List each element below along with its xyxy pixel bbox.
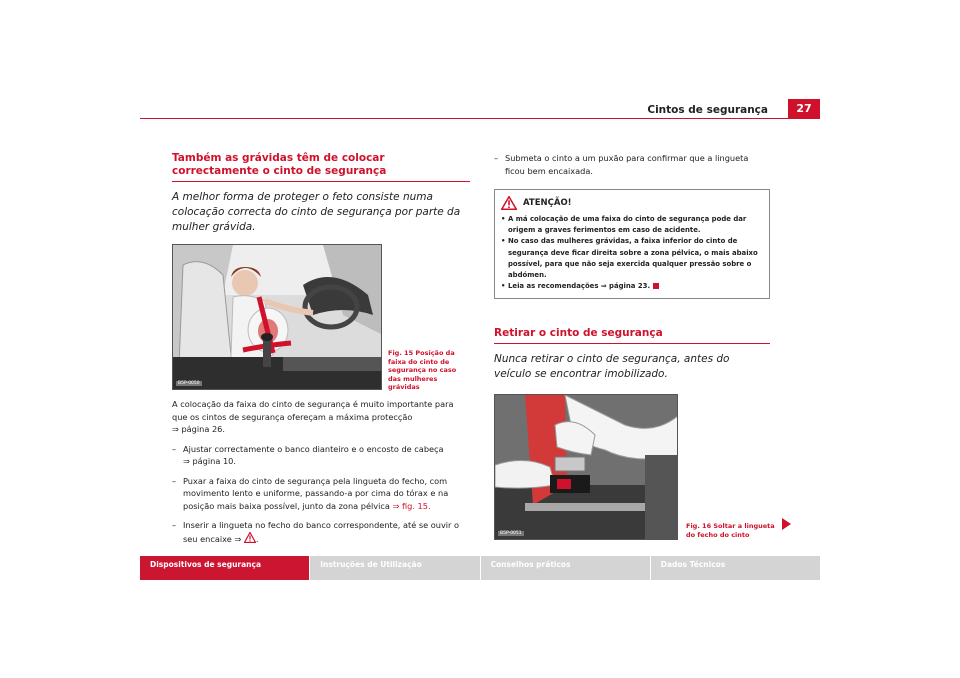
- step-2-ref[interactable]: ⇒ fig. 15.: [392, 500, 431, 511]
- step-1-ref[interactable]: ⇒ página 10.: [183, 456, 236, 466]
- body-paragraph-ref[interactable]: ⇒ página 26.: [172, 424, 225, 434]
- end-of-section-marker: [653, 283, 659, 289]
- figure-16-text: Soltar a lingueta do fecho do cinto: [686, 522, 775, 539]
- section-title-remove: Retirar o cinto de segurança: [494, 327, 770, 344]
- footer-nav: [140, 556, 820, 580]
- step-pull-belt: – Puxar a faixa do cinto de segurança pela lingueta do fecho, com movimento lento e uniforme, passando-a por cima do tórax e na posição mais baixa possível, junto da zona pélvica ⇒ fig. 15.: [172, 475, 449, 511]
- warning-header: [501, 196, 763, 210]
- section-intro-remove: Nunca retirar o cinto de segurança, antes do veículo se encontrar imobilizado.: [494, 353, 730, 381]
- figure-16-image: [494, 394, 678, 540]
- warning-box: [494, 189, 770, 299]
- body-paragraph: [172, 398, 470, 436]
- step-3-text: Inserir a lingueta no fecho do banco correspondente, até se ouvir o seu encaixe ⇒: [183, 520, 460, 544]
- figure-15-image: [172, 244, 382, 390]
- body-paragraph-text: A colocação da faixa do cinto de segurança é muito importante para que os cintos de segurança ofereçam a máxima protecção: [172, 399, 454, 422]
- right-column: [494, 152, 775, 544]
- figure-16: [494, 394, 784, 544]
- footer-tab-safety[interactable]: Dispositivos de segurança: [140, 556, 309, 580]
- figure-16-label: Fig. 16: [686, 522, 712, 531]
- footer-tab-tips[interactable]: Conselhos práticos: [480, 556, 650, 580]
- next-page-arrow-icon[interactable]: [782, 518, 791, 530]
- footer-tab-instructions[interactable]: Instruções de Utilização: [309, 556, 479, 580]
- warning-triangle-icon: [501, 196, 517, 210]
- warning-item-text[interactable]: Leia as recomendações ⇒ página 23.: [508, 282, 651, 291]
- left-column: [172, 152, 470, 545]
- figure-16-caption: [686, 522, 776, 539]
- section-intro-pregnant: A melhor forma de proteger o feto consiste numa colocação correcta do cinto de segurança por parte da mulher grávida.: [172, 191, 461, 233]
- warning-item: • Leia as recomendações ⇒ página 23.: [501, 281, 763, 292]
- figure-16-code: B5P-0051: [500, 531, 522, 537]
- step-4-text: Submeta o cinto a um puxão para confirmar que a lingueta ficou bem encaixada.: [505, 153, 749, 176]
- step-3-ref: .: [255, 533, 259, 544]
- figure-15-code: B5P-0050: [178, 381, 200, 386]
- step-2-text: Puxar a faixa do cinto de segurança pela lingueta do fecho, com movimento lento e uniforme, passando-a por cima do tórax e na posição mais baixa possível, junto da zona pélvica: [183, 475, 449, 511]
- warning-title: ATENÇÃO!: [523, 198, 572, 208]
- figure-15-label: Fig. 15: [388, 349, 414, 357]
- running-header-title: Cintos de segurança: [647, 104, 768, 116]
- section-title-pregnant: Também as grávidas têm de colocar correctamente o cinto de segurança: [172, 152, 470, 182]
- figure-15: [120, 244, 470, 394]
- footer-tab-technical[interactable]: Dados Técnicos: [650, 556, 820, 580]
- step-1-text: Ajustar correctamente o banco dianteiro e o encosto de cabeça: [183, 443, 444, 454]
- warning-triangle-icon[interactable]: [244, 532, 256, 543]
- header-rule: [140, 118, 820, 119]
- page-number: 27: [788, 99, 820, 119]
- step-adjust-seat: – Ajustar correctamente o banco dianteiro e o encosto de cabeça ⇒ página 10.: [172, 443, 444, 466]
- warning-item: • No caso das mulheres grávidas, a faixa inferior do cinto de segurança deve ficar direita sobre a zona pélvica, o mais abaixo possível, para que não seja exercida qualquer pressão sobre o abdómen.: [501, 237, 758, 280]
- warning-item-text: No caso das mulheres grávidas, a faixa inferior do cinto de segurança deve ficar direita sobre a zona pélvica, o mais abaixo possível, para que não seja exercida qualquer pressão sobre o abdómen.: [508, 237, 758, 280]
- figure-15-text: Posição da faixa do cinto de segurança no caso das mulheres grávidas: [388, 349, 457, 391]
- step-insert-tongue: – Inserir a lingueta no fecho do banco correspondente, até se ouvir o seu encaixe ⇒ .: [172, 520, 460, 544]
- step-test-belt: – Submeta o cinto a um puxão para confirmar que a lingueta ficou bem encaixada.: [494, 153, 749, 176]
- pregnant-driver-illustration: [173, 245, 382, 390]
- warning-item: • A má colocação de uma faixa do cinto de segurança pode dar origem a graves ferimentos em caso de acidente.: [501, 215, 747, 235]
- seatbelt-buckle-illustration: [495, 395, 678, 540]
- warning-item-text: A má colocação de uma faixa do cinto de segurança pode dar origem a graves ferimentos em caso de acidente.: [508, 215, 747, 235]
- figure-15-caption: [388, 349, 468, 392]
